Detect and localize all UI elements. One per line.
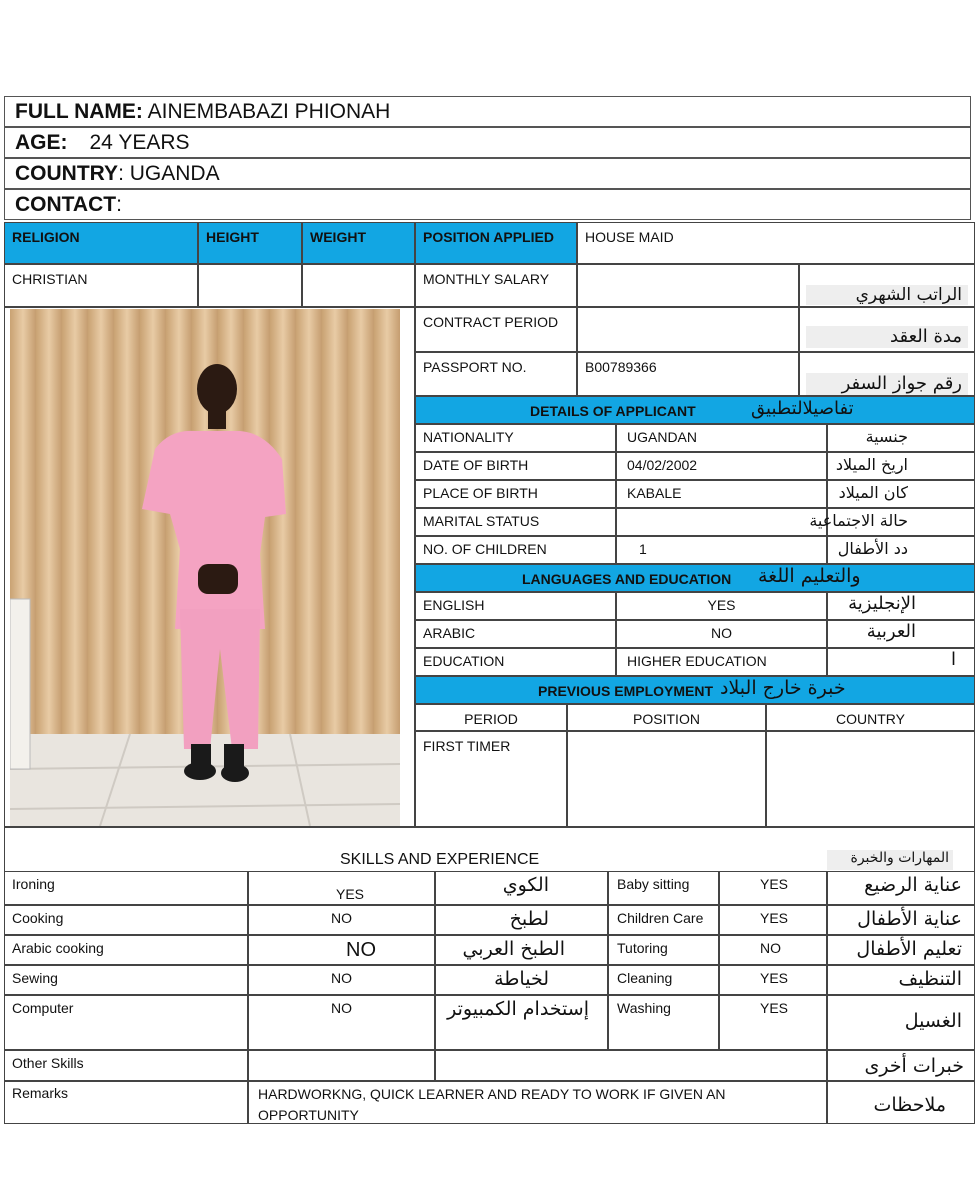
skill-left-label: Ironing: [4, 871, 248, 905]
skill-right-ar: عناية الرضيع: [827, 871, 975, 905]
remarks-label: Remarks: [4, 1081, 248, 1124]
skills-title: SKILLS AND EXPERIENCE: [340, 851, 540, 868]
skill-left-label: Arabic cooking: [4, 935, 248, 965]
other-skills-ar: خبرات أخرى: [827, 1050, 975, 1081]
skill-right-value: YES: [719, 871, 827, 905]
skill-left-value: NO: [248, 905, 435, 935]
remarks-ar: ملاحظات: [827, 1081, 975, 1124]
religion-header: RELIGION: [4, 222, 198, 264]
skill-left-ar: الكوي: [435, 871, 608, 905]
skill-left-label: Cooking: [4, 905, 248, 935]
contract-period-value: [577, 307, 799, 352]
contract-period-ar-cell: [799, 307, 975, 352]
employment-band: [415, 676, 975, 704]
skill-right-value: NO: [719, 935, 827, 965]
lang-value: YES: [616, 592, 827, 620]
emp-position-cell: [567, 731, 766, 827]
lang-ar: العربية: [827, 620, 975, 648]
age-row: [4, 127, 971, 158]
skill-right-value: YES: [719, 965, 827, 995]
emp-col-period: PERIOD: [415, 704, 567, 731]
emp-country-cell: [766, 731, 975, 827]
age-value: 24 YEARS: [89, 131, 190, 154]
skill-left-ar: الطبخ العربي: [435, 935, 608, 965]
skill-right-ar: الغسيل: [827, 995, 975, 1050]
contract-period-label: CONTRACT PERIOD: [415, 307, 577, 352]
details-label: NO. OF CHILDREN: [415, 536, 616, 564]
other-skills-value: [248, 1050, 435, 1081]
age-label: AGE:: [15, 131, 68, 154]
passport-value: B00789366: [577, 352, 799, 396]
skill-left-label: Computer: [4, 995, 248, 1050]
other-skills-label: Other Skills: [4, 1050, 248, 1081]
employment-title: PREVIOUS EMPLOYMENT: [538, 683, 714, 699]
skill-right-value: YES: [719, 995, 827, 1050]
details-ar: كان الميلاد: [827, 480, 975, 508]
country-row: [4, 158, 971, 189]
position-header: POSITION APPLIED: [415, 222, 577, 264]
lang-ar: ا: [827, 648, 975, 676]
skill-right-ar: التنظيف: [827, 965, 975, 995]
monthly-salary-ar: الراتب الشهري: [806, 285, 968, 305]
emp-col-country: COUNTRY: [766, 704, 975, 731]
details-value: UGANDAN: [616, 424, 827, 452]
languages-band: [415, 564, 975, 592]
lang-label: EDUCATION: [415, 648, 616, 676]
details-label: NATIONALITY: [415, 424, 616, 452]
details-ar: حالة الاجتماعية: [827, 508, 975, 536]
skill-left-value: NO: [248, 995, 435, 1050]
languages-title: LANGUAGES AND EDUCATION: [522, 571, 732, 587]
skill-right-value: YES: [719, 905, 827, 935]
details-value: 04/02/2002: [616, 452, 827, 480]
details-label: PLACE OF BIRTH: [415, 480, 616, 508]
details-value: 1: [616, 536, 827, 564]
weight-value: [302, 264, 415, 307]
lang-ar: الإنجليزية: [827, 592, 975, 620]
skill-right-label: Cleaning: [608, 965, 719, 995]
passport-ar: رقم جواز السفر: [806, 373, 968, 395]
photo-frame: [4, 307, 415, 827]
full-name-value: AINEMBABAZI PHIONAH: [142, 100, 391, 123]
weight-header: WEIGHT: [302, 222, 415, 264]
skill-right-label: Baby sitting: [608, 871, 719, 905]
details-ar: اريخ الميلاد: [827, 452, 975, 480]
employment-title-ar: خبرة خارج البلاد: [720, 677, 846, 699]
skill-left-value: NO: [248, 965, 435, 995]
religion-value: CHRISTIAN: [4, 264, 198, 307]
skill-left-value: YES: [248, 871, 435, 905]
passport-ar-cell: [799, 352, 975, 396]
monthly-salary-value: [577, 264, 799, 307]
contact-value: :: [116, 193, 122, 216]
contract-period-ar: مدة العقد: [806, 326, 968, 348]
skill-right-ar: تعليم الأطفال: [827, 935, 975, 965]
lang-label: ENGLISH: [415, 592, 616, 620]
details-label: MARITAL STATUS: [415, 508, 616, 536]
monthly-salary-label: MONTHLY SALARY: [415, 264, 577, 307]
skill-right-label: Children Care: [608, 905, 719, 935]
contact-label: CONTACT: [15, 193, 117, 216]
country-label: COUNTRY: [15, 162, 119, 185]
details-value: [616, 508, 827, 536]
emp-first-row: FIRST TIMER: [415, 731, 567, 827]
skill-right-ar: عناية الأطفال: [827, 905, 975, 935]
skill-left-ar: إستخدام الكمبيوتر: [435, 995, 608, 1050]
height-value: [198, 264, 302, 307]
skill-right-label: Tutoring: [608, 935, 719, 965]
lang-value: HIGHER EDUCATION: [616, 648, 827, 676]
country-value: : UGANDA: [118, 162, 220, 185]
skills-title-ar: المهارات والخبرة: [827, 850, 953, 870]
passport-label: PASSPORT NO.: [415, 352, 577, 396]
lang-label: ARABIC: [415, 620, 616, 648]
skill-left-ar: لطبخ: [435, 905, 608, 935]
height-header: HEIGHT: [198, 222, 302, 264]
details-ar: جنسية: [827, 424, 975, 452]
contact-row: [4, 189, 971, 220]
skill-left-label: Sewing: [4, 965, 248, 995]
details-ar: دد الأطفال: [827, 536, 975, 564]
skill-left-value: NO: [248, 935, 435, 965]
other-skills-value-2: [435, 1050, 827, 1081]
details-band: [415, 396, 975, 424]
full-name-label: FULL NAME:: [15, 100, 143, 123]
position-value: HOUSE MAID: [577, 222, 975, 264]
details-title-ar: تفاصيلالتطبيق: [751, 398, 854, 419]
lang-value: NO: [616, 620, 827, 648]
languages-title-ar: والتعليم اللغة: [758, 565, 861, 587]
skill-right-label: Washing: [608, 995, 719, 1050]
remarks-value: HARDWORKNG, QUICK LEARNER AND READY TO WORK IF GIVEN AN OPPORTUNITY: [248, 1081, 827, 1124]
details-value: KABALE: [616, 480, 827, 508]
monthly-salary-ar-cell: [799, 264, 975, 307]
details-label: DATE OF BIRTH: [415, 452, 616, 480]
skill-left-ar: لخياطة: [435, 965, 608, 995]
full-name-row: [4, 96, 971, 127]
emp-col-position: POSITION: [567, 704, 766, 731]
details-title: DETAILS OF APPLICANT: [530, 403, 696, 419]
